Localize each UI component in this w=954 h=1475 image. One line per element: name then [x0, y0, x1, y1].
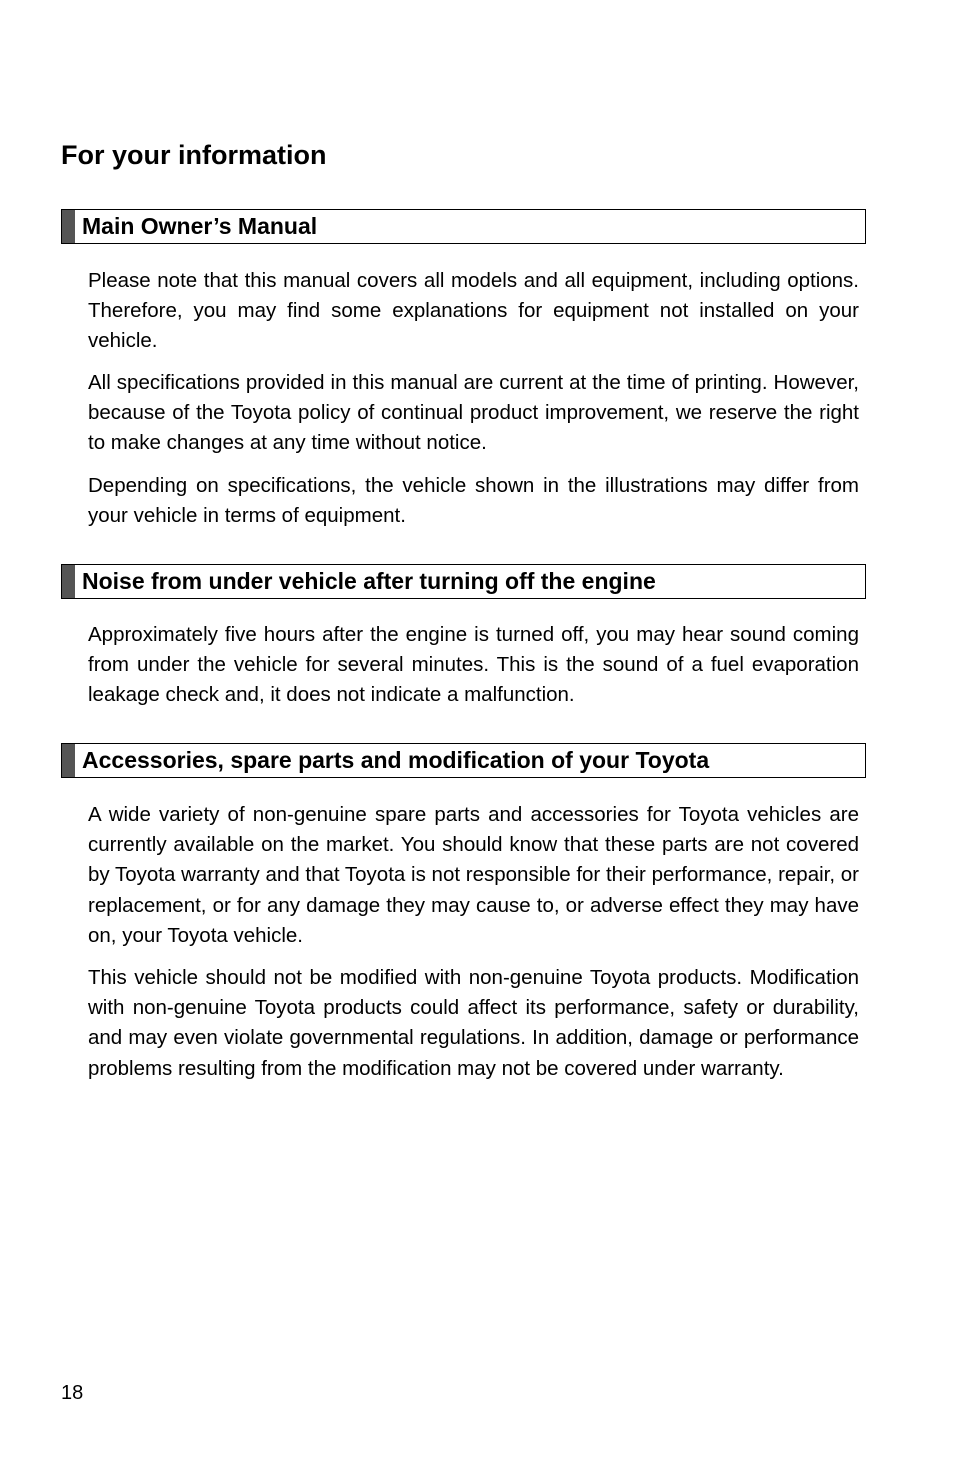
section-heading: Main Owner’s Manual: [82, 213, 318, 239]
paragraph: All specifications provided in this manual are current at the time of printing. However, because of the Toyota policy of continual product improvement, we reserve the right to make changes at any time without notice.: [88, 371, 859, 455]
section-header-bar: [62, 210, 75, 243]
section-header-bar: [62, 565, 75, 598]
paragraph: This vehicle should not be modified with non-genuine Toyota products. Modification with non-genuine Toyota products could affect its performance, safety or durability, and may even violate governmental regulations. In addition, damage or performance problems resulting from the modification may not be covered under warranty.: [88, 966, 859, 1080]
paragraph: Please note that this manual covers all models and all equipment, including options. Therefore, you may find some explanations for equipment not installed on your vehicle.: [88, 269, 859, 353]
section-heading: Noise from under vehicle after turning off the engine: [82, 568, 656, 594]
page-title: For your information: [61, 140, 327, 170]
paragraph: Depending on specifications, the vehicle shown in the illustrations may differ from your vehicle in terms of equipment.: [88, 474, 859, 528]
paragraph: Approximately five hours after the engine is turned off, you may hear sound coming from under the vehicle for several minutes. This is the sound of a fuel evaporation leakage check and, it does not indicate a malfunction.: [88, 623, 859, 707]
section-heading: Accessories, spare parts and modification of your Toyota: [82, 747, 710, 773]
page-number: 18: [61, 1382, 84, 1404]
section-header-accessories: [61, 743, 866, 778]
section-header-bar: [62, 744, 75, 777]
section-header-noise: [61, 564, 866, 599]
paragraph: A wide variety of non-genuine spare parts and accessories for Toyota vehicles are currently available on the market. You should know that these parts are not covered by Toyota warranty and that Toyota is not responsible for their performance, repair, or replacement, or for any damage they may cause to, or adverse effect they may have on, your Toyota vehicle.: [88, 803, 859, 947]
section-header-main-owners-manual: [61, 209, 866, 244]
